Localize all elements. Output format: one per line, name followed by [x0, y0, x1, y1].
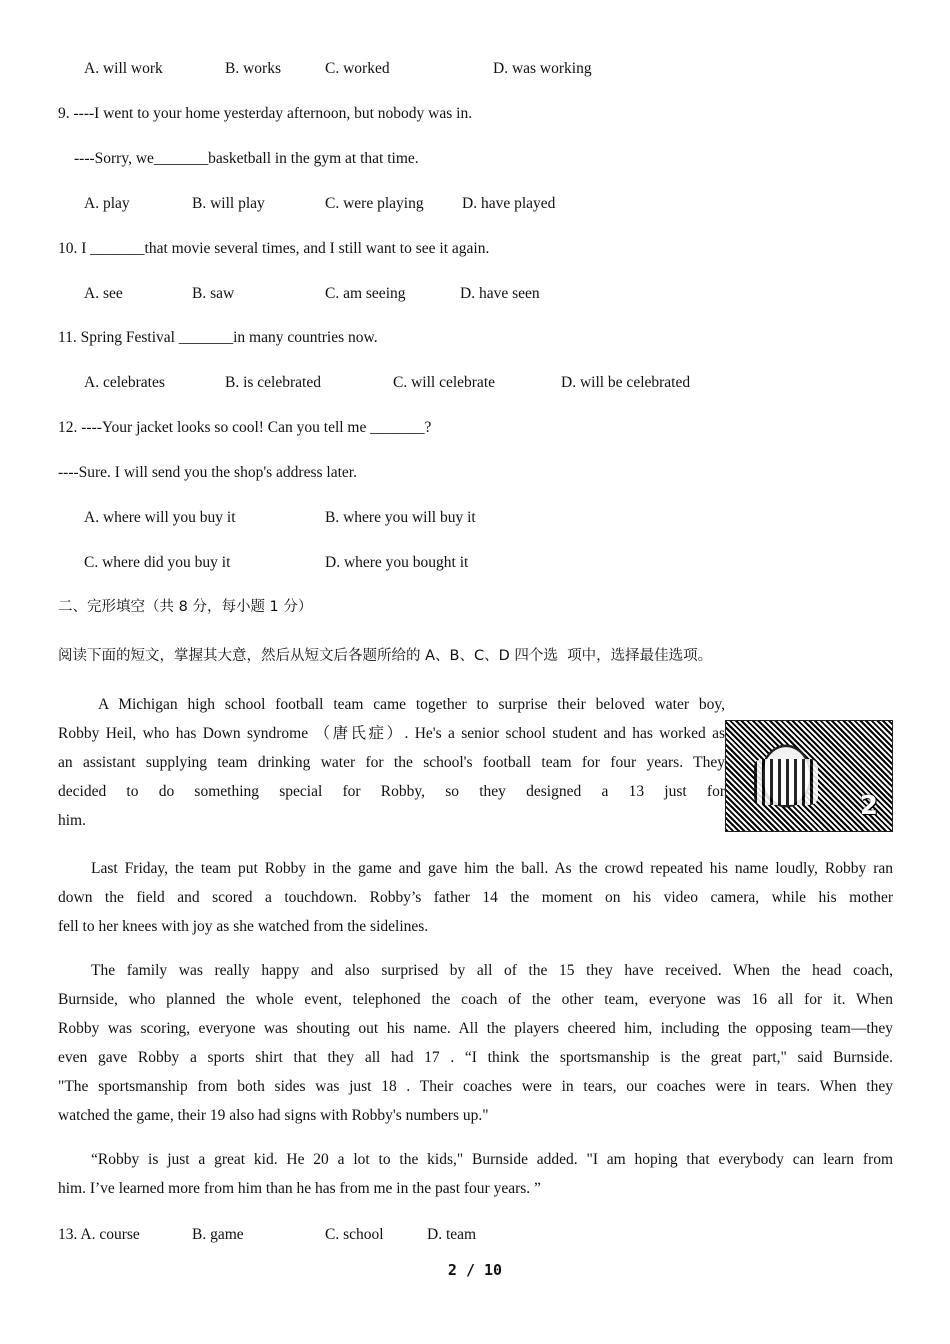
- passage-line: Robby was scoring, everyone was shouting out his name. All the players cheered him, including the opposing team—they: [58, 1020, 893, 1037]
- q13-option-c: C. school: [325, 1226, 384, 1243]
- passage-line: A Michigan high school football team came together to surprise their beloved water boy,: [98, 696, 725, 713]
- q11-stem: 11. Spring Festival _______in many countries now.: [58, 329, 378, 346]
- q12-option-d: D. where you bought it: [325, 554, 469, 571]
- q8-option-c: C. worked: [325, 60, 390, 77]
- football-player-photo: [725, 720, 893, 832]
- q10-option-b: B. saw: [192, 285, 235, 302]
- q9-stem: 9. ----I went to your home yesterday afternoon, but nobody was in.: [58, 105, 473, 122]
- q9-option-b: B. will play: [192, 195, 265, 212]
- passage-line: decided to do something special for Robby, so they designed a 13 just for: [58, 783, 725, 800]
- q10-option-c: C. am seeing: [325, 285, 406, 302]
- jersey-number: 2: [859, 791, 878, 821]
- q9-option-a: A. play: [84, 195, 130, 212]
- helmet-facemask-graphic: [754, 759, 818, 805]
- passage-line: Last Friday, the team put Robby in the game and gave him the ball. As the crowd repeated his name loudly, Robby ran: [91, 860, 893, 877]
- q13-option-a: 13. A. course: [58, 1226, 140, 1243]
- q9-reply: ----Sorry, we_______basketball in the gym at that time.: [74, 150, 419, 167]
- passage-line: Robby Heil, who has Down syndrome （唐氏症）. He's a senior school student and has worked as: [58, 725, 725, 742]
- page-number: 2 / 10: [447, 1261, 503, 1279]
- q8-option-b: B. works: [225, 60, 281, 77]
- passage-line: Burnside, who planned the whole event, telephoned the coach of the other team, everyone was 16 all for it. When: [58, 991, 893, 1008]
- q13-option-d: D. team: [427, 1226, 477, 1243]
- passage-paragraph-4: [58, 1145, 893, 1203]
- q8-option-d: D. was working: [493, 60, 592, 77]
- passage-line: him. I’ve learned more from him than he has from me in the past four years. ”: [58, 1180, 541, 1197]
- q10-option-a: A. see: [84, 285, 123, 302]
- q11-option-d: D. will be celebrated: [561, 374, 691, 391]
- passage-line: The family was really happy and also surprised by all of the 15 they have received. When the head coach,: [91, 962, 893, 979]
- q9-option-c: C. were playing: [325, 195, 424, 212]
- q12-stem: 12. ----Your jacket looks so cool! Can you tell me _______?: [58, 419, 432, 436]
- section-instruction: 阅读下面的短文，掌握其大意，然后从短文后各题所给的 A、B、C、D 四个选 项中，选择最佳选项。: [58, 648, 713, 664]
- q12-option-c: C. where did you buy it: [84, 554, 231, 571]
- q11-option-b: B. is celebrated: [225, 374, 321, 391]
- passage-paragraph-3: [58, 956, 893, 1130]
- passage-paragraph-1: [58, 690, 725, 835]
- q13-option-b: B. game: [192, 1226, 244, 1243]
- passage-line: him.: [58, 812, 86, 829]
- q8-option-a: A. will work: [84, 60, 163, 77]
- section-heading: 二、完形填空（共 8 分，每小题 1 分）: [58, 599, 313, 615]
- passage-line: down the field and scored a touchdown. Robby’s father 14 the moment on his video camera, while his mother: [58, 889, 893, 906]
- q10-stem: 10. I _______that movie several times, and I still want to see it again.: [58, 240, 490, 257]
- passage-line: “Robby is just a great kid. He 20 a lot to the kids," Burnside added. "I am hoping that everybody can learn from: [91, 1151, 893, 1168]
- q12-option-a: A. where will you buy it: [84, 509, 236, 526]
- q12-option-b: B. where you will buy it: [325, 509, 476, 526]
- passage-line: fell to her knees with joy as she watched from the sidelines.: [58, 918, 429, 935]
- passage-line: even gave Robby a sports shirt that they all had 17 . “I think the sportsmanship is the great part," said Burnside.: [58, 1049, 893, 1066]
- q12-reply: ----Sure. I will send you the shop's address later.: [58, 464, 357, 481]
- q10-option-d: D. have seen: [460, 285, 540, 302]
- passage-paragraph-2: [58, 854, 893, 941]
- passage-line: watched the game, their 19 also had signs with Robby's numbers up.": [58, 1107, 489, 1124]
- q9-option-d: D. have played: [462, 195, 556, 212]
- passage-line: an assistant supplying team drinking water for the school's football team for four years. They: [58, 754, 725, 771]
- q11-option-a: A. celebrates: [84, 374, 165, 391]
- q11-option-c: C. will celebrate: [393, 374, 495, 391]
- passage-line: "The sportsmanship from both sides was just 18 . Their coaches were in tears, our coaches were in tears. When they: [58, 1078, 893, 1095]
